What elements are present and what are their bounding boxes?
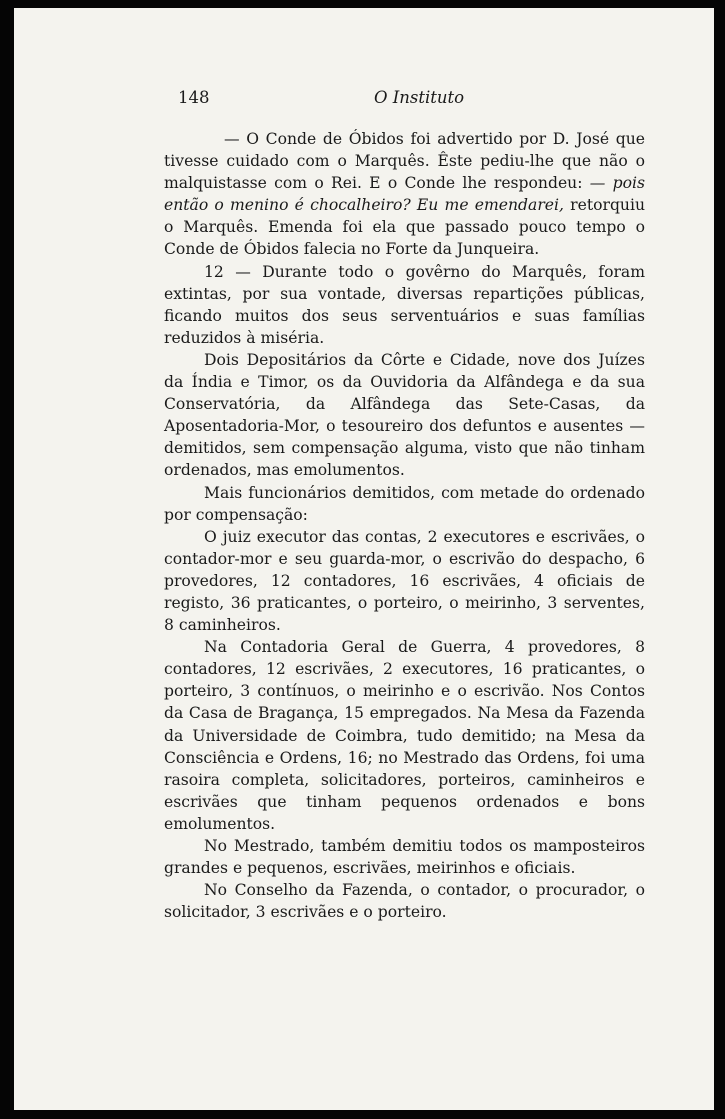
paragraph-4: Mais funcionários demitidos, com metade do ordenado por compensação:	[164, 483, 645, 524]
paragraph-1-text-b: retorquiu o Marquês. Emenda foi ela que passado pouco tempo o Conde de Óbidos falecia no Forte da Junqueira.	[164, 196, 645, 259]
paragraph-2: 12 — Durante todo o govêrno do Marquês, foram extintas, por sua vontade, diversas repartições públicas, ficando muitos dos seus serventuários e suas famílias reduzidos à miséria.	[164, 262, 645, 347]
page-number: 148	[178, 88, 210, 107]
paragraph-1-text-a: — O Conde de Óbidos foi advertido por D. José que tivesse cuidado com o Marquês. Êste pediu-lhe que não o malquistasse com o Rei. E o Conde lhe respondeu:	[164, 130, 645, 193]
paragraph-6: Na Contadoria Geral de Guerra, 4 provedores, 8 contadores, 12 escrivães, 2 executores, 16 praticantes, o porteiro, 3 contínuos, o meirinho e o escrivão. Nos Contos da Casa de Bragança, 15 empregados. Na Mesa da Fazenda da Universidade de Coimbra, tudo demitido; na Mesa da Consciência e Ordens, 16; no Mestrado das Ordens, foi uma rasoira completa, solicitadores, porteiros, caminheiros e escrivães que tinham pequenos ordenados e bons emolumentos.	[164, 638, 645, 833]
paragraph-1-italic-quote: — pois então o menino é chocalheiro? Eu me emendarei,	[164, 174, 645, 215]
running-title: O Instituto	[374, 88, 465, 107]
paragraph-5: O juiz executor das contas, 2 executores e escrivães, o contador-mor e seu guarda-mor, o escrivão do despacho, 6 provedores, 12 contadores, 16 escrivães, 4 oficiais de registo, 36 praticantes, o porteiro, o meirinho, 3 serventes, 8 caminheiros.	[164, 527, 645, 635]
paragraph-1	[164, 128, 645, 261]
paragraph-7: No Mestrado, também demitiu todos os mamposteiros grandes e pequenos, escrivães, meirinhos e oficiais.	[164, 837, 645, 878]
page-header	[178, 88, 659, 112]
paragraph-3: Dois Depositários da Côrte e Cidade, nove dos Juízes da Índia e Timor, os da Ouvidoria da Alfândega e da sua Conservatória, da Alfândega das Sete-Casas, da Aposentadoria-Mor, o tesoureiro dos defuntos e ausentes — demitidos, sem compensação alguma, visto que não tinham ordenados, mas emolumentos.	[164, 350, 645, 480]
body-text	[164, 128, 645, 923]
paragraph-8: No Conselho da Fazenda, o contador, o procurador, o solicitador, 3 escrivães e o porteiro.	[164, 881, 645, 922]
